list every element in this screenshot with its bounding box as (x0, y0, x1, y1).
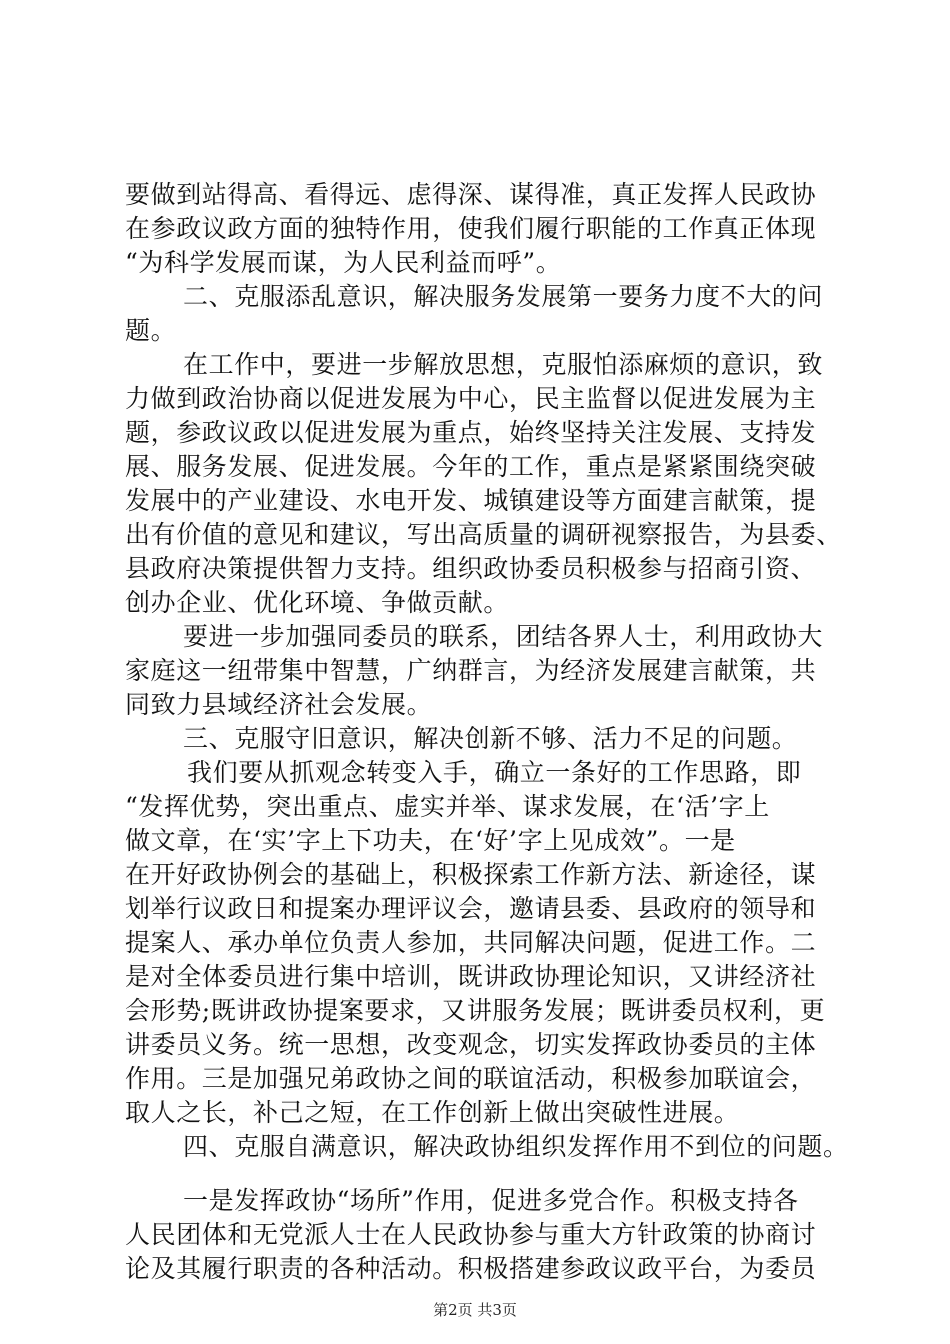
page-footer: 第2页 共3页 (433, 1301, 517, 1319)
text-line: 论及其履行职责的各种活动。积极搭建参政议政平台，为委员 (125, 1254, 817, 1283)
text-line: “为科学发展而谋，为人民利益而呼”。 (125, 248, 562, 277)
text-line: 力做到政治协商以促进发展为中心，民主监督以促进发展为主 (125, 384, 817, 413)
text-line: 同致力县域经济社会发展。 (125, 690, 433, 719)
text-line: “发挥优势，突出重点、虚实并举、谋求发展，在‘活’字上 (125, 792, 770, 821)
text-line: 提案人、承办单位负责人参加，共同解决问题，促进工作。二 (125, 928, 817, 957)
text-line: 创办企业、优化环境、争做贡献。 (125, 588, 510, 617)
text-line: 划举行议政日和提案办理评议会，邀请县委、县政府的领导和 (125, 894, 817, 923)
text-line: 家庭这一纽带集中智慧，广纳群言，为经济发展建言献策，共 (125, 656, 817, 685)
section-heading-4: 四、克服自满意识，解决政协组织发挥作用不到位的问题。 (183, 1132, 849, 1161)
section-heading-3: 三、克服守旧意识，解决创新不够、活力不足的问题。 (183, 724, 798, 753)
text-line: 在开好政协例会的基础上，积极探索工作新方法、新途径，谋 (125, 860, 817, 889)
text-line: 在工作中，要进一步解放思想，克服怕添麻烦的意识，致 (183, 350, 824, 379)
text-line: 人民团体和无党派人士在人民政协参与重大方针政策的协商讨 (125, 1220, 817, 1249)
text-line: 作用。三是加强兄弟政协之间的联谊活动，积极参加联谊会， (125, 1064, 817, 1093)
text-line: 县政府决策提供智力支持。组织政协委员积极参与招商引资、 (125, 554, 817, 583)
text-line: 做文章，在‘实’字上下功夫，在‘好’字上见成效”。一是 (125, 826, 736, 855)
text-line: 一是发挥政协“场所”作用，促进多党合作。积极支持各 (183, 1186, 799, 1215)
text-line: 出有价值的意见和建议，写出高质量的调研视察报告，为县委、 (125, 520, 842, 549)
text-line: 取人之长，补己之短，在工作创新上做出突破性进展。 (125, 1098, 740, 1127)
text-line: 讲委员义务。统一思想，改变观念，切实发挥政协委员的主体 (125, 1030, 817, 1059)
text-line: 发展中的产业建设、水电开发、城镇建设等方面建言献策，提 (125, 486, 817, 515)
text-line: 要做到站得高、看得远、虑得深、谋得准，真正发挥人民政协 (125, 180, 817, 209)
text-line: 会形势;既讲政协提案要求，又讲服务发展；既讲委员权利，更 (125, 996, 826, 1025)
text-line: 题，参政议政以促进发展为重点，始终坚持关注发展、支持发 (125, 418, 817, 447)
text-line: 是对全体委员进行集中培训，既讲政协理论知识，又讲经济社 (125, 962, 817, 991)
text-line: 我们要从抓观念转变入手，确立一条好的工作思路，即 (187, 758, 802, 787)
text-line: 在参政议政方面的独特作用，使我们履行职能的工作真正体现 (125, 214, 817, 243)
text-line: 要进一步加强同委员的联系，团结各界人士，利用政协大 (183, 622, 824, 651)
section-heading-2: 二、克服添乱意识，解决服务发展第一要务力度不大的问 (183, 282, 824, 311)
section-heading-2-cont: 题。 (125, 316, 177, 345)
text-line: 展、服务发展、促进发展。今年的工作，重点是紧紧围绕突破 (125, 452, 817, 481)
